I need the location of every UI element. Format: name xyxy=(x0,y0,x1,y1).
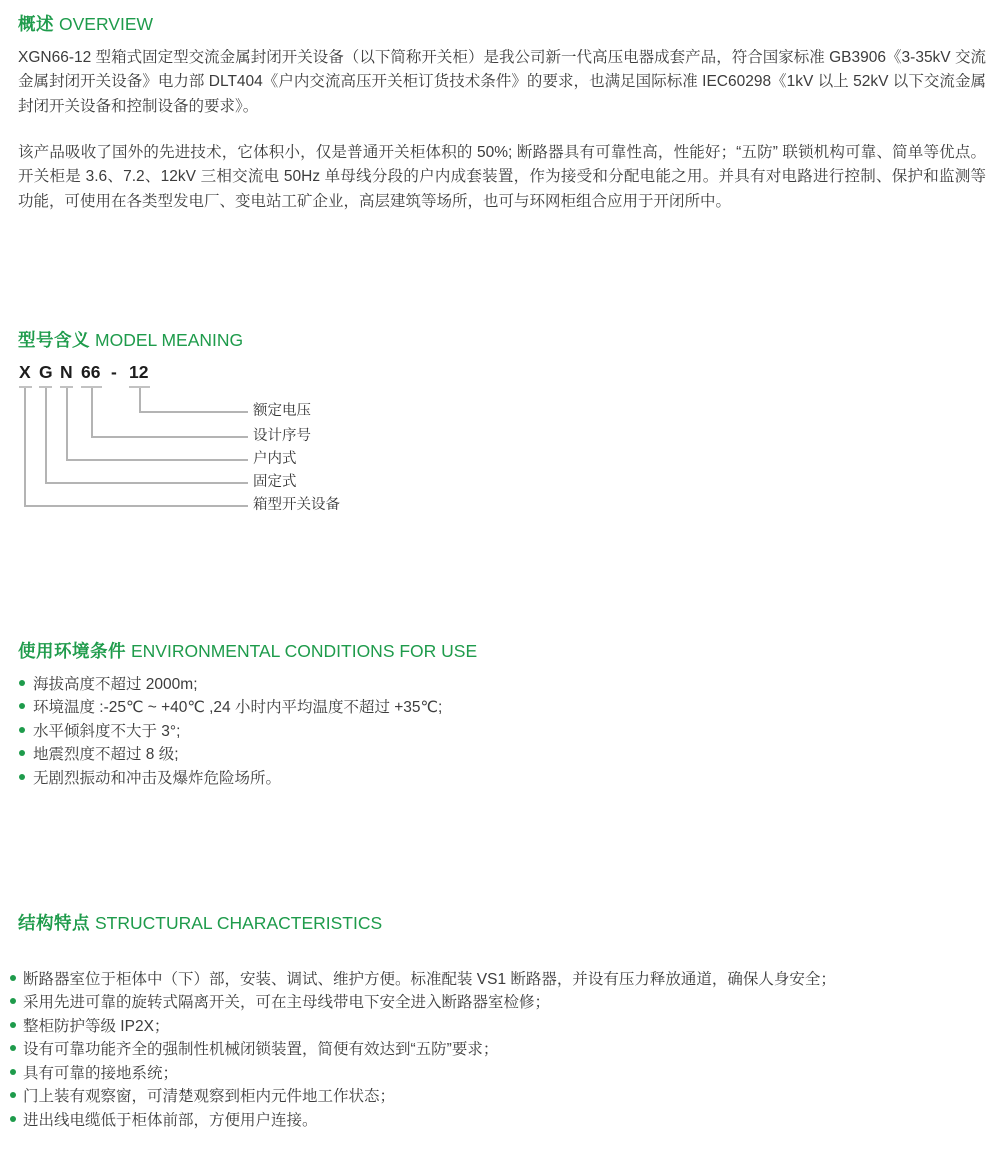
bullet-dot-icon xyxy=(10,1116,16,1122)
overview-heading-zh: 概述 xyxy=(18,14,54,34)
structure-heading-en: STRUCTURAL CHARACTERISTICS xyxy=(95,913,383,933)
structure-item-text: 设有可靠功能齐全的强制性机械闭锁装置，简便有效达到“五防”要求； xyxy=(23,1041,499,1059)
environment-item-text: 无剧烈振动和冲击及爆炸危险场所。 xyxy=(33,769,282,787)
bullet-dot-icon xyxy=(10,975,16,981)
model-meaning-heading-en: MODEL MEANING xyxy=(95,330,244,350)
environment-heading xyxy=(18,641,477,661)
bullet-dot-icon xyxy=(19,680,25,686)
model-code-hyphen: - xyxy=(111,362,117,382)
environment-item-text: 水平倾斜度不大于 3°; xyxy=(33,722,181,740)
model-label-indoor-type: 户内式 xyxy=(253,451,297,467)
environment-heading-zh: 使用环境条件 xyxy=(18,641,126,661)
structure-item xyxy=(10,1060,836,1084)
structure-item-text: 整柜防护等级 IP2X； xyxy=(23,1017,170,1035)
model-code-x: X xyxy=(19,362,31,382)
structure-item-text: 断路器室位于柜体中（下）部，安装、调试、维护方便。标准配装 VS1 断路器，并设有压力释放通道，确保人身安全； xyxy=(23,970,836,988)
structure-heading-zh: 结构特点 xyxy=(18,913,90,933)
model-label-box-switchgear: 箱型开关设备 xyxy=(253,497,340,513)
diagram-vline-12 xyxy=(139,388,141,411)
bullet-dot-icon xyxy=(19,750,25,756)
diagram-hline-x xyxy=(24,505,248,507)
model-code-12: 12 xyxy=(129,362,149,382)
environment-item xyxy=(19,742,442,766)
model-code-g: G xyxy=(39,362,53,382)
environment-heading-en: ENVIRONMENTAL CONDITIONS FOR USE xyxy=(131,641,478,661)
model-label-fixed-type: 固定式 xyxy=(253,474,297,490)
diagram-vline-g xyxy=(45,388,47,482)
diagram-hline-n xyxy=(66,459,248,461)
overview-heading xyxy=(18,14,153,34)
diagram-vline-66 xyxy=(91,388,93,436)
bullet-dot-icon xyxy=(10,998,16,1004)
overview-heading-en: OVERVIEW xyxy=(59,14,154,34)
overview-paragraph-2: 该产品吸收了国外的先进技术，它体积小，仅是普通开关柜体积的 50%; 断路器具有可靠性高，性能好；“五防” 联锁机构可靠、简单等优点。开关柜是 3.6、7.2、12kV 三相交流电 50Hz 单母线分段的户内成套装置，作为接受和分配电能之用。并具有对电路进行控制、保护和监测等功能，可使用在各类型发电厂、变电站工矿企业，高层建筑等场所，也可与环网柜组合应用于开闭所中。 xyxy=(18,144,986,210)
structure-item xyxy=(10,1107,836,1131)
model-label-rated-voltage: 额定电压 xyxy=(253,403,311,419)
diagram-hline-66 xyxy=(91,436,248,438)
diagram-hline-g xyxy=(45,482,248,484)
structure-item xyxy=(10,1037,836,1061)
structure-item-text: 采用先进可靠的旋转式隔离开关，可在主母线带电下安全进入断路器室检修； xyxy=(23,994,551,1012)
structure-item-text: 具有可靠的接地系统； xyxy=(23,1064,179,1082)
environment-item-text: 地震烈度不超过 8 级; xyxy=(33,746,179,764)
environment-item-text: 海拔高度不超过 2000m; xyxy=(33,675,198,693)
model-meaning-heading xyxy=(18,330,243,350)
model-code-66: 66 xyxy=(81,362,101,382)
structure-item xyxy=(10,1013,836,1037)
bullet-dot-icon xyxy=(10,1069,16,1075)
bullet-dot-icon xyxy=(10,1092,16,1098)
model-label-design-serial: 设计序号 xyxy=(253,428,311,444)
structure-item-text: 进出线电缆低于柜体前部，方便用户连接。 xyxy=(23,1111,318,1129)
model-code-n: N xyxy=(60,362,73,382)
overview-paragraph-1: XGN66-12 型箱式固定型交流金属封闭开关设备（以下简称开关柜）是我公司新一代高压电器成套产品，符合国家标准 GB3906《3-35kV 交流金属封闭开关设备》电力部 DLT404《户内交流高压开关柜订货技术条件》的要求，也满足国际标准 IEC60298《1kV 以上 52kV 以下交流金属封闭开关设备和控制设备的要求》。 xyxy=(18,49,986,115)
environment-list xyxy=(19,671,442,789)
structure-heading xyxy=(18,913,382,933)
environment-item xyxy=(19,671,442,695)
structure-item xyxy=(10,966,836,990)
bullet-dot-icon xyxy=(19,774,25,780)
diagram-vline-n xyxy=(66,388,68,459)
structure-item xyxy=(10,990,836,1014)
environment-item xyxy=(19,695,442,719)
diagram-vline-x xyxy=(24,388,26,505)
bullet-dot-icon xyxy=(19,703,25,709)
environment-item-text: 环境温度 :-25℃ ~ +40℃ ,24 小时内平均温度不超过 +35℃; xyxy=(33,699,443,717)
model-meaning-heading-zh: 型号含义 xyxy=(18,330,90,350)
structure-item-text: 门上装有观察窗，可清楚观察到柜内元件地工作状态； xyxy=(23,1088,396,1106)
environment-item xyxy=(19,765,442,789)
bullet-dot-icon xyxy=(10,1022,16,1028)
bullet-dot-icon xyxy=(19,727,25,733)
bullet-dot-icon xyxy=(10,1045,16,1051)
diagram-cap-x xyxy=(19,386,32,388)
environment-item xyxy=(19,718,442,742)
structure-list xyxy=(10,966,836,1131)
diagram-hline-12 xyxy=(139,411,248,413)
structure-item xyxy=(10,1084,836,1108)
